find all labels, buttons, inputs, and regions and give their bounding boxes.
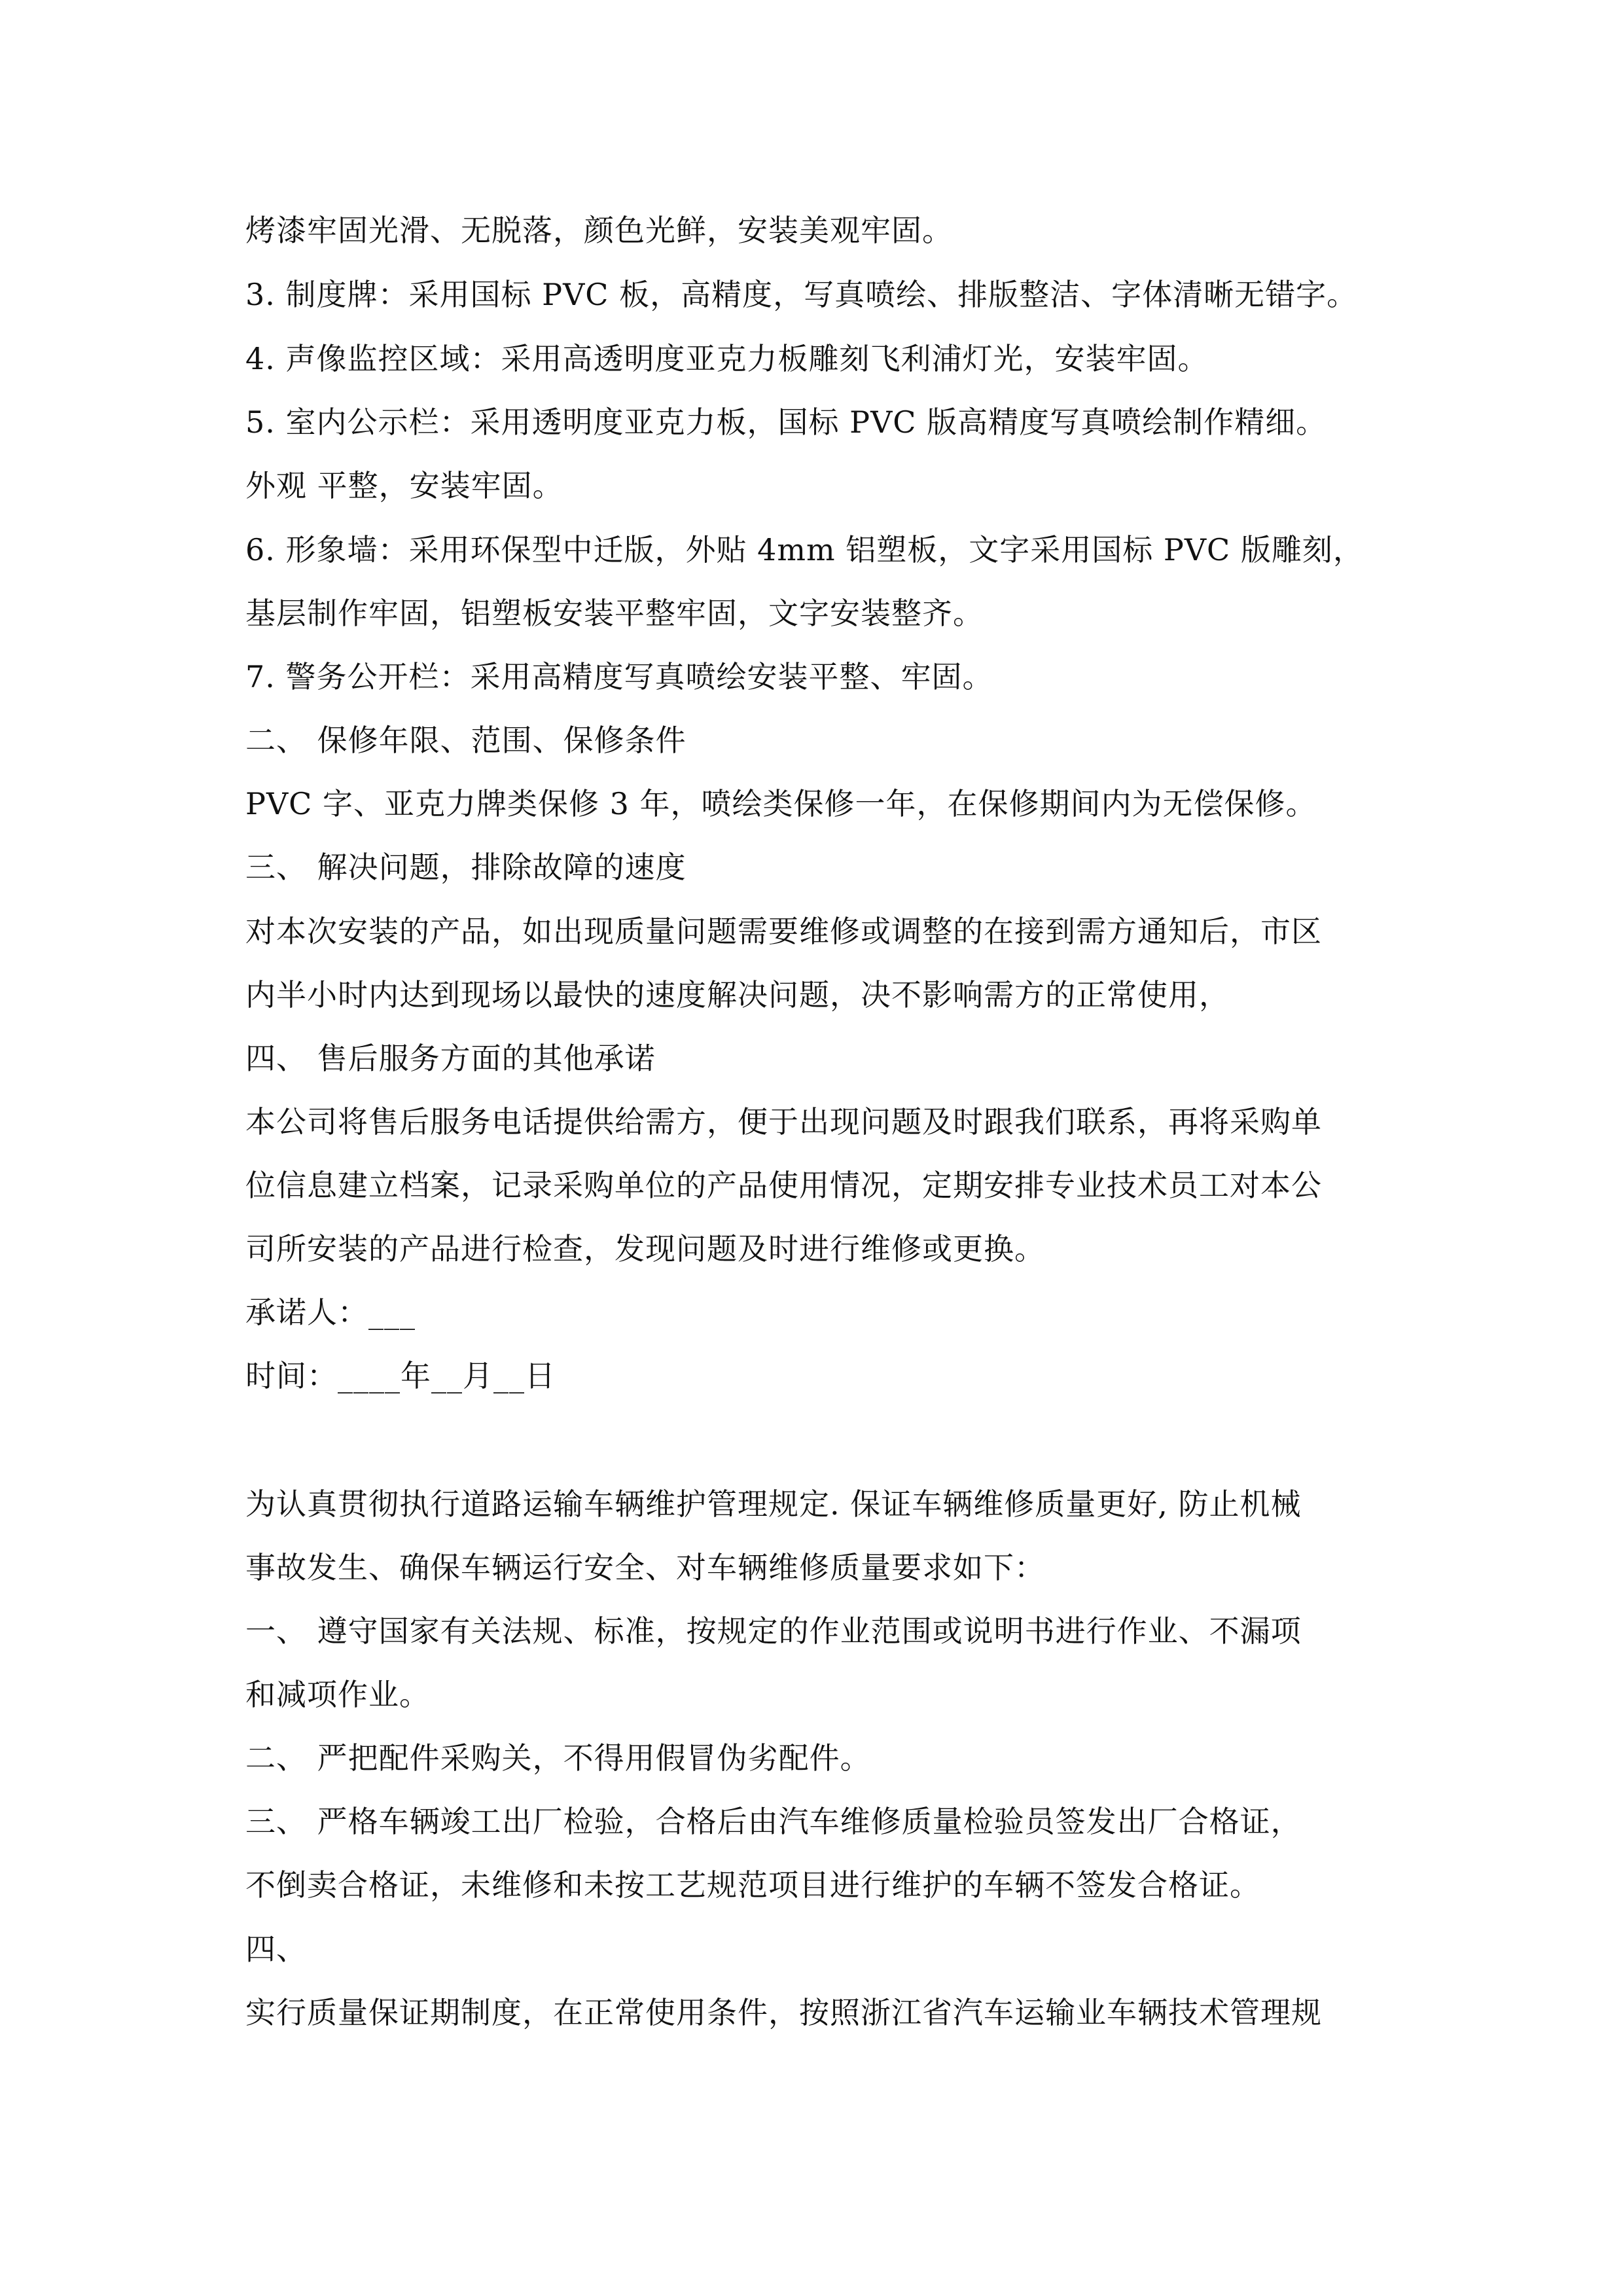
text-line: 7. 警务公开栏：采用高精度写真喷绘安装平整、牢固。 xyxy=(245,659,993,694)
text-line: 一、 遵守国家有关法规、标准，按规定的作业范围或说明书进行作业、不漏项 xyxy=(245,1613,1302,1649)
text-line: 位信息建立档案，记录采购单位的产品使用情况，定期安排专业技术员工对本公 xyxy=(245,1168,1322,1203)
text-line: 5. 室内公示栏：采用透明度亚克力板，国标 PVC 版高精度写真喷绘制作精细。 xyxy=(245,404,1327,440)
text-line: 3. 制度牌：采用国标 PVC 板，高精度，写真喷绘、排版整洁、字体清晰无错字。 xyxy=(245,277,1358,312)
signatory-line: 承诺人：___ xyxy=(245,1295,416,1330)
text-line: 本公司将售后服务电话提供给需方，便于出现问题及时跟我们联系，再将采购单 xyxy=(245,1104,1322,1139)
section-heading: 三、 解决问题，排除故障的速度 xyxy=(245,850,687,885)
text-line: 烤漆牢固光滑、无脱落，颜色光鲜，安装美观牢固。 xyxy=(245,213,953,248)
text-line: 6. 形象墙：采用环保型中迁版，外贴 4mm 铝塑板，文字采用国标 PVC 版雕刻， xyxy=(245,532,1364,567)
text-line: 三、 严格车辆竣工出厂检验，合格后由汽车维修质量检验员签发出厂合格证， xyxy=(245,1804,1302,1839)
text-line: 为认真贯彻执行道路运输车辆维护管理规定. 保证车辆维修质量更好, 防止机械 xyxy=(245,1486,1302,1522)
text-line: 基层制作牢固，铝塑板安装平整牢固，文字安装整齐。 xyxy=(245,596,984,631)
text-line: 对本次安装的产品，如出现质量问题需要维修或调整的在接到需方通知后，市区 xyxy=(245,914,1322,949)
text-line: 4. 声像监控区域：采用高透明度亚克力板雕刻飞利浦灯光，安装牢固。 xyxy=(245,341,1209,376)
text-line: 事故发生、确保车辆运行安全、对车辆维修质量要求如下： xyxy=(245,1550,1045,1585)
section-heading: 四、 xyxy=(245,1931,307,1967)
section-heading: 二、 保修年限、范围、保修条件 xyxy=(245,723,687,758)
text-line: PVC 字、亚克力牌类保修 3 年，喷绘类保修一年，在保修期间内为无偿保修。 xyxy=(245,786,1317,821)
date-line: 时间：____年__月__日 xyxy=(245,1358,556,1393)
text-line: 司所安装的产品进行检查，发现问题及时进行维修或更换。 xyxy=(245,1231,1045,1266)
text-line: 实行质量保证期制度，在正常使用条件，按照浙江省汽车运输业车辆技术管理规 xyxy=(245,1995,1322,2030)
text-line: 和减项作业。 xyxy=(245,1677,430,1712)
text-line: 内半小时内达到现场以最快的速度解决问题，决不影响需方的正常使用， xyxy=(245,977,1230,1013)
section-heading: 四、 售后服务方面的其他承诺 xyxy=(245,1041,656,1076)
text-line: 二、 严把配件采购关，不得用假冒伪劣配件。 xyxy=(245,1740,871,1776)
text-line: 外观 平整，安装牢固。 xyxy=(245,468,563,503)
text-line: 不倒卖合格证，未维修和未按工艺规范项目进行维护的车辆不签发合格证。 xyxy=(245,1867,1260,1903)
